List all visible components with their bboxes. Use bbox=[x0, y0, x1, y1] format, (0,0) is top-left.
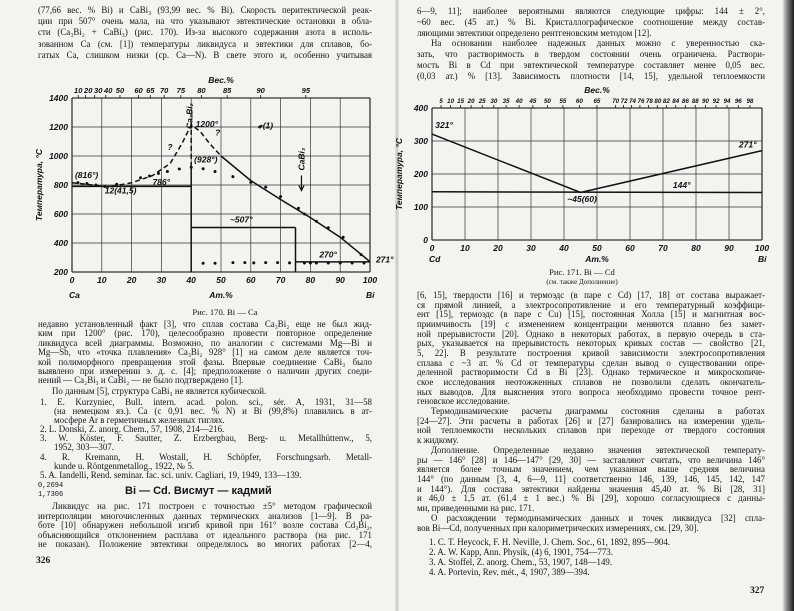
top-tick-label: 84 bbox=[672, 98, 680, 105]
text-line: ское исследования неотожженных сплавов не позволили сделать окончатель- bbox=[417, 376, 765, 387]
x-tick-label: 50 bbox=[216, 275, 226, 285]
top-tick-label: 92 bbox=[712, 98, 720, 105]
reference-line: 2. A. W. Kapp, Ann. Physik, (4) 6, 1901, 754—773. bbox=[429, 547, 613, 557]
data-point bbox=[309, 262, 312, 265]
top-tick-label: 88 bbox=[691, 98, 699, 105]
data-point bbox=[303, 262, 306, 265]
text-line: ~60 вес. (45 ат.) % Bi. Кристаллографическое соотношение между состав- bbox=[417, 16, 765, 27]
top-tick-label: 40 bbox=[104, 86, 113, 95]
top-tick-label: 10 bbox=[74, 86, 83, 95]
top-tick-label: 90 bbox=[256, 86, 265, 95]
data-point bbox=[363, 262, 366, 265]
top-tick-label: 65 bbox=[146, 86, 155, 95]
reference-line: 3. W. Köster, F. Sautter, Z. Erzbergbau, Berg- u. Metallhüttenw., 5, bbox=[40, 433, 372, 444]
y-tick-label: 400 bbox=[413, 103, 428, 113]
data-point bbox=[303, 213, 306, 216]
annotation-label: (816°) bbox=[74, 169, 99, 180]
annotation-label: 271° bbox=[375, 254, 394, 265]
text-line: недавно установленный факт [3], что сплав состава Ca₃Bi₂ еще не был жид- bbox=[38, 319, 372, 329]
x-right-label: Bi bbox=[366, 290, 375, 300]
y-tick-label: 1000 bbox=[49, 151, 68, 161]
text-line: 6—9, 11]; наиболее вероятными являются следующие цифры: 144 ± 2°, bbox=[417, 6, 765, 16]
y-tick-label: 800 bbox=[53, 180, 68, 190]
top-tick-label: 78 bbox=[645, 98, 653, 105]
data-point bbox=[178, 168, 181, 171]
x-tick-label: 60 bbox=[246, 275, 256, 285]
reference-line: мосфере Ar в герметичных железных тиглях. bbox=[54, 415, 225, 426]
data-point bbox=[276, 261, 279, 264]
annotation-label: ? bbox=[167, 142, 173, 153]
top-tick-label: 70 bbox=[612, 98, 620, 105]
x-tick-label: 60 bbox=[625, 243, 635, 253]
data-point bbox=[297, 207, 300, 210]
text-line: мость Bi в Cd при эвтектической температуре составляет менее 0,05 вес. bbox=[417, 59, 765, 70]
fig171-chart bbox=[394, 85, 769, 264]
x-tick-label: 0 bbox=[69, 275, 75, 285]
y-tick-label: 200 bbox=[413, 169, 428, 179]
text-line: нений — Ca₂Bi₃ и CaBi₂ — не было подтверждено [1]. bbox=[38, 375, 244, 386]
text-line: зать, что растворимость в твердом состоянии очень ограничена. Раствори- bbox=[417, 49, 765, 60]
margin-note-line: 1,7306 bbox=[38, 491, 64, 499]
text-line: ким при 1200° (рис. 170), целесообразно провести повторное определение bbox=[38, 328, 372, 339]
text-line: ры — 146° [28] и 146—147° [29, 30] — заставляют считать, что величина 146° bbox=[417, 454, 765, 465]
text-line: Дополнение. Определенные недавно значения эвтектической температу- bbox=[431, 445, 765, 455]
data-point bbox=[202, 167, 205, 170]
data-point bbox=[315, 262, 318, 265]
text-line: 144° (по данным [3, 4, 6—9, 11] соответственно 146, 139, 146, 145, 142, 147 bbox=[417, 473, 765, 484]
top-tick-label: 25 bbox=[478, 98, 486, 105]
data-point bbox=[214, 170, 217, 173]
text-line: О расхождении термодинамических данных и точек ликвидуса [32] спла- bbox=[431, 513, 765, 523]
y-axis-title: Температура, °C bbox=[34, 149, 44, 221]
text-line: к жидкому. bbox=[417, 434, 459, 445]
top-tick-label: 5 bbox=[439, 98, 443, 105]
data-point bbox=[264, 261, 267, 264]
top-tick-label: 40 bbox=[515, 98, 523, 105]
top-tick-label: 70 bbox=[159, 86, 169, 95]
top-tick-label: 30 bbox=[94, 86, 103, 95]
text-line: (0,03 ат.) % [13]. Зависимость плотности [14, 15], удельной теплоемкости bbox=[417, 70, 765, 81]
text-line: 5, 22]. В результате построения кривой зависимости электросопротивления bbox=[417, 347, 765, 358]
x-left-label: Ca bbox=[69, 290, 80, 300]
reference-line: 3. A. Stoffel, Z. anorg. Chem., 53, 1907, 148—149. bbox=[429, 557, 613, 567]
x-tick-label: 20 bbox=[126, 275, 137, 285]
text-line: интерполяции многочисленных данных термических анализов [1—9]. В ра- bbox=[38, 510, 372, 521]
top-tick-label: 72 bbox=[620, 98, 628, 105]
y-tick-label: 100 bbox=[413, 202, 428, 212]
top-tick-label: 35 bbox=[502, 98, 510, 105]
reference-line: 1. C. T. Heycock, F. H. Neville, J. Chem. Soc., 61, 1892, 895—904. bbox=[429, 537, 671, 547]
text-line: объясняющийся отклонением расплава от идеального раствора (на рис. 171 bbox=[38, 529, 372, 540]
annotation-label: •(1) bbox=[259, 120, 274, 131]
reference-line: 4. A. Portevin, Rev. mét., 4, 1907, 389—394. bbox=[429, 567, 590, 577]
x-tick-label: 20 bbox=[493, 243, 503, 253]
text-line: ент [15], термоэдс (в паре с Cu) [15], постоянная Холла [15] и магнитная вос- bbox=[417, 309, 765, 320]
text-line: рых, указывается на прерывистость некоторых кривых состав — свойство [21, bbox=[417, 338, 765, 349]
text-line: гатых Ca, слишком низки (ср. Ca—N). В свете этого и, особенно учитывая bbox=[38, 49, 372, 60]
x-tick-label: 90 bbox=[724, 243, 734, 253]
x-tick-label: 90 bbox=[335, 275, 345, 285]
reference-line: 5. A. Iandelli, Rend. seminar. fac. sci. univ. Cagliari, 19, 1949, 133—139. bbox=[40, 469, 302, 480]
top-tick-label: 45 bbox=[529, 98, 537, 105]
top-tick-label: 20 bbox=[84, 86, 93, 95]
figure-171-caption: Рис. 171. Bi — Cd bbox=[549, 267, 615, 277]
top-tick-label: 96 bbox=[734, 98, 742, 105]
y-tick-label: 1400 bbox=[49, 93, 68, 103]
top-tick-label: 85 bbox=[223, 86, 232, 95]
data-point bbox=[166, 170, 169, 173]
text-line: Ликвидус на рис. 171 построен с точностью ±5° методом графической bbox=[52, 501, 372, 511]
data-point bbox=[231, 175, 234, 178]
top-tick-label: 95 bbox=[301, 86, 311, 95]
text-line: ции при 507° очень мала, на что указывают эвтектические остановки в обла- bbox=[38, 16, 372, 27]
text-line: На основании наиболее надежных данных можно с уверенностью ска- bbox=[431, 38, 765, 49]
text-line: приимчивость [19] с изменением концентрации меняются плавно без замет- bbox=[417, 318, 765, 329]
phase-label: Ca₃Bi₂ bbox=[184, 103, 195, 129]
top-tick-label: 86 bbox=[681, 98, 689, 105]
top-tick-label: 75 bbox=[176, 86, 186, 95]
data-point bbox=[214, 262, 217, 265]
text-line: ляющими эвтектики определено рентгеновским методом [12]. bbox=[417, 27, 652, 38]
top-axis-title: Вес.% bbox=[584, 85, 610, 95]
text-line: ми, приведенными на рис. 171. bbox=[417, 502, 535, 513]
annotation-label: 12(41,5) bbox=[104, 185, 137, 196]
text-line: вов Bi—Cd, полученных при калориметрических измерениях, см. [29, 30]. bbox=[417, 522, 699, 533]
figure-170-caption: Рис. 170. Bi — Ca bbox=[192, 307, 258, 317]
x-tick-label: 80 bbox=[691, 243, 701, 253]
data-point bbox=[342, 236, 345, 239]
reference-line: 4. R. Kremann, H. Wostall, H. Schöpfer, Forschungsarb. Metall- bbox=[40, 451, 372, 462]
data-point bbox=[157, 172, 160, 175]
data-point bbox=[315, 220, 318, 223]
top-tick-label: 74 bbox=[629, 98, 636, 105]
x-tick-label: 70 bbox=[658, 243, 668, 253]
text-line: [24—27]. Эти расчеты в работах [26] и [27] базировались на измерении удель- bbox=[417, 415, 765, 426]
data-point bbox=[288, 261, 291, 264]
data-point bbox=[279, 195, 282, 198]
text-line: деленной растворимости Cd в Bi [23]. Однако термическое и микроскопиче- bbox=[417, 367, 765, 378]
annotation-label: 786° bbox=[152, 177, 171, 187]
reference-line: (на немецком яз.). Ca (с 0,91 вес. % N) и Bi (99,8%) плавились в ат- bbox=[54, 406, 372, 417]
top-tick-label: 60 bbox=[575, 98, 583, 105]
text-line: Mg—Sb, что «точка плавления» Ca₃Bi₂ 928° [1] на самом деле является точ- bbox=[38, 347, 372, 358]
annotation-label: 270° bbox=[319, 249, 337, 260]
x-tick-label: 80 bbox=[305, 275, 316, 285]
text-line: ликвидуса всей диаграммы. Возможно, по аналогии с системами Mg—Bi и bbox=[38, 337, 372, 348]
text-line: ся прямой линией, а электросопротивление и его температурный коэффици- bbox=[417, 299, 765, 310]
text-line: и 144°). Для состава эвтектики найдены значения 45,40 ат. % Bi [28, 31] bbox=[417, 483, 765, 494]
data-point bbox=[339, 262, 342, 265]
page-number: 326 bbox=[36, 556, 51, 566]
section-heading: Bi — Cd. Висмут — кадмий bbox=[125, 485, 272, 497]
y-tick-label: 1200 bbox=[49, 122, 68, 132]
x-tick-label: 70 bbox=[275, 275, 286, 285]
y-tick-label: 600 bbox=[53, 209, 68, 219]
text-line: является более точным значением, чем указанная выше средняя величина bbox=[417, 464, 765, 475]
annotation-label: ? bbox=[215, 127, 221, 138]
y-tick-label: 300 bbox=[413, 136, 428, 146]
fig170-chart bbox=[34, 75, 394, 300]
data-point bbox=[85, 182, 88, 185]
text-line: ной прерывистости [20]. Однако в некоторых работах, в первую очередь в ста- bbox=[417, 328, 765, 339]
arrow-down-icon bbox=[299, 176, 304, 191]
data-point bbox=[351, 262, 354, 265]
data-point bbox=[327, 226, 330, 229]
top-tick-label: 60 bbox=[134, 86, 143, 95]
text-line: По данным [5], структура CaBi₃ не является кубической. bbox=[52, 386, 267, 396]
annotation-label: ~507° bbox=[229, 214, 253, 225]
data-point bbox=[327, 262, 330, 265]
text-line: зованном Ca (см. [1]) температуры ликвидуса и эвтектики для сплавов, бо- bbox=[38, 38, 372, 49]
figure-171-subcaption: (см. также Дополнение) bbox=[546, 278, 618, 286]
data-point bbox=[249, 181, 252, 184]
x-axis-title: Ат.% bbox=[209, 290, 233, 300]
top-tick-label: 76 bbox=[637, 98, 645, 105]
top-tick-label: 65 bbox=[593, 98, 601, 105]
top-tick-label: 94 bbox=[723, 98, 731, 105]
top-tick-label: 90 bbox=[702, 98, 709, 105]
data-point bbox=[264, 186, 267, 189]
x-tick-label: 10 bbox=[97, 275, 107, 285]
top-tick-label: 80 bbox=[654, 98, 662, 105]
annotation-label: ~45(60) bbox=[567, 194, 597, 205]
margin-note-line: 0,2694 bbox=[38, 482, 64, 490]
y-axis-title: Температура, °C bbox=[394, 138, 404, 210]
top-tick-label: 50 bbox=[543, 98, 551, 105]
reference-line: 2. L. Donski, Z. anorg. Chem., 57, 1908, 214—216. bbox=[40, 424, 225, 435]
top-tick-label: 82 bbox=[662, 98, 670, 105]
annotation-label: (928°) bbox=[194, 154, 218, 165]
data-point bbox=[76, 181, 79, 184]
top-tick-label: 98 bbox=[746, 98, 754, 105]
top-axis-title: Вес.% bbox=[208, 75, 234, 85]
y-tick-label: 400 bbox=[53, 238, 68, 248]
text-line: геновское исследование. bbox=[417, 396, 510, 407]
x-tick-label: 30 bbox=[526, 243, 536, 253]
top-tick-label: 80 bbox=[197, 86, 206, 95]
top-tick-label: 15 bbox=[457, 98, 465, 105]
phase-label: CaBi₃ bbox=[296, 147, 307, 171]
reference-line: 1952, 303—307. bbox=[54, 442, 114, 453]
data-point bbox=[190, 166, 193, 169]
x-axis-title: Ат.% bbox=[585, 254, 609, 264]
data-point bbox=[148, 175, 151, 178]
data-point bbox=[202, 262, 205, 265]
x-tick-label: 40 bbox=[559, 243, 569, 253]
top-tick-label: 10 bbox=[447, 98, 455, 105]
top-tick-label: 30 bbox=[490, 98, 498, 105]
x-tick-label: 30 bbox=[156, 275, 167, 285]
y-tick-label: 200 bbox=[53, 267, 68, 277]
data-point bbox=[243, 261, 246, 264]
reference-line: kunde u. Röntgenmetallog., 1922, № 5. bbox=[54, 460, 195, 471]
top-tick-label: 50 bbox=[115, 86, 125, 95]
text-line: и 46,0 ± 1,5 ат. (61,4 ± 1 вес.) % Bi [29], хорошо согласующиеся с данны- bbox=[417, 493, 765, 504]
text-line: Термодинамические расчеты диаграммы состояния сделаны в работах bbox=[431, 406, 765, 416]
top-tick-label: 20 bbox=[467, 98, 475, 105]
x-tick-label: 0 bbox=[429, 243, 435, 253]
annotation-label: 321° bbox=[435, 119, 453, 130]
x-tick-label: 100 bbox=[362, 275, 378, 285]
text-line: сти (Ca₃Bi₂ + CaBi₃) (рис. 170). Из-за высокого содержания азота в исполь- bbox=[38, 27, 372, 38]
x-left-label: Cd bbox=[429, 254, 441, 264]
data-point bbox=[94, 184, 97, 187]
top-tick-label: 55 bbox=[559, 98, 567, 105]
page-number: 327 bbox=[750, 586, 765, 596]
text-line: сплава с ~3 ат. % Cd от температуры сделан вывод о существовании опре- bbox=[417, 357, 765, 368]
data-point bbox=[360, 253, 363, 256]
annotation-label: 271° bbox=[738, 139, 757, 150]
text-line: не показан). Положение эвтектики определялось во многих работах [2—4, bbox=[38, 539, 372, 550]
phase-boundary-line bbox=[432, 192, 762, 193]
x-tick-label: 10 bbox=[460, 243, 470, 253]
annotation-label: 1200° bbox=[195, 119, 218, 129]
annotation-label: 144° bbox=[672, 180, 691, 191]
text-line: боте [10] обнаружен небольшой изгиб кривой при 161° возле состава Cd₃Bi₂, bbox=[38, 520, 372, 531]
text-line: ной теплоемкости нескольких сплавов при переходе от твердого состояния bbox=[417, 425, 765, 436]
y-tick-label: 0 bbox=[423, 235, 428, 245]
data-point bbox=[231, 261, 234, 264]
x-right-label: Bi bbox=[758, 254, 767, 264]
x-tick-label: 40 bbox=[186, 275, 196, 285]
text-line: кой полиморфного превращения этой фазы. Впервые соединение CaBi₃ было bbox=[38, 356, 372, 367]
x-tick-label: 100 bbox=[754, 243, 770, 253]
text-line: [6, 15], твердости [16] и термоэдс (в паре с Cd) [17, 18] от состава выражает- bbox=[417, 290, 765, 300]
x-tick-label: 50 bbox=[592, 243, 602, 253]
reference-line: 1. E. Kurzyniec, Bull. intern. acad. polon. sci., sér. A, 1931, 31—58 bbox=[40, 397, 372, 407]
text-line: ных выводов. Для выяснения этого вопроса необходимо провести точное рент- bbox=[417, 386, 765, 397]
data-point bbox=[252, 261, 255, 264]
text-line: (77,66 вес. % Bi) и CaBi₃ (93,99 вес. % Bi). Скорость перитектической реак- bbox=[38, 5, 372, 15]
text-line: выявлено при измерении э. д. с. [4]; предположение о наличии других соеди- bbox=[38, 366, 372, 377]
data-point bbox=[139, 176, 142, 179]
